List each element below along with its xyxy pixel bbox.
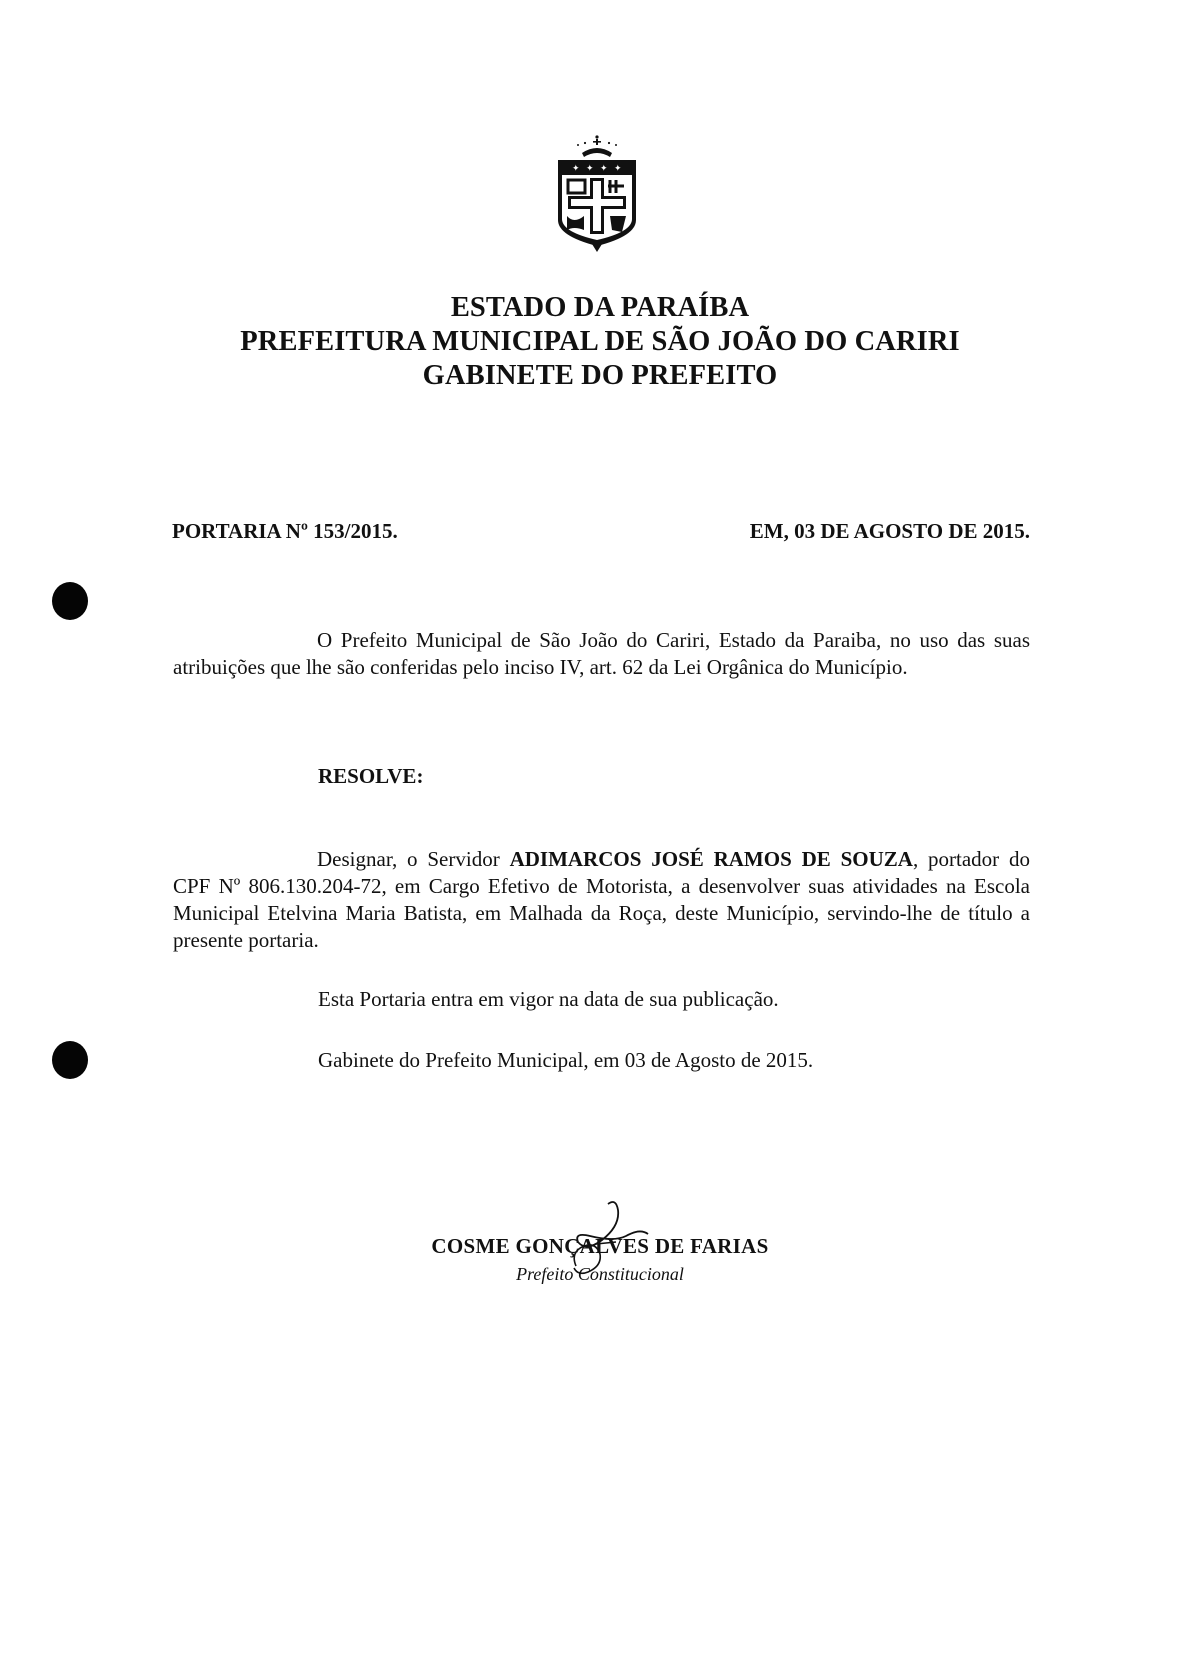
portaria-date: EM, 03 DE AGOSTO DE 2015.	[749, 519, 1030, 543]
header-state: ESTADO DA PARAÍBA	[450, 292, 750, 323]
svg-text:✦: ✦	[614, 164, 622, 174]
svg-text:✦: ✦	[600, 164, 608, 174]
closing-paragraph: Gabinete do Prefeito Municipal, em 03 de Agosto de 2015.	[318, 1048, 814, 1072]
signatory-name: COSME GONÇALVES DE FARIAS	[431, 1234, 769, 1258]
header-office: GABINETE DO PREFEITO	[422, 360, 778, 391]
portaria-number: PORTARIA Nº 153/2015.	[172, 519, 398, 543]
decision-paragraph	[173, 846, 1030, 954]
coat-of-arms-icon	[552, 134, 642, 252]
svg-text:✦: ✦	[572, 164, 580, 174]
punch-hole-icon	[52, 582, 88, 620]
validity-paragraph: Esta Portaria entra em vigor na data de sua publicação.	[318, 987, 779, 1011]
servant-name: ADIMARCOS JOSÉ RAMOS DE SOUZA	[509, 847, 913, 871]
resolve-label: RESOLVE:	[318, 764, 424, 788]
signatory-title: Prefeito Constitucional	[516, 1264, 684, 1284]
decision-lead: Designar, o Servidor	[317, 847, 500, 871]
punch-hole-icon	[52, 1041, 88, 1079]
preamble-text: O Prefeito Municipal de São João do Cariri, Estado da Paraiba, no uso das suas atribuições que lhe são conferidas pelo inciso IV, art. 62 da Lei Orgânica do Município.	[173, 628, 1030, 679]
portaria-row	[172, 519, 1030, 549]
svg-text:✦: ✦	[586, 164, 594, 174]
decision-rest: , portador do CPF Nº 806.130.204-72, em Cargo Efetivo de Motorista, a desenvolver suas atividades na Escola Municipal Etelvina Maria Batista, em Malhada da Roça, deste Município, servindo-lhe de título a presente portaria.	[173, 847, 1031, 952]
header-municipality: PREFEITURA MUNICIPAL DE SÃO JOÃO DO CARIRI	[240, 326, 960, 357]
preamble-paragraph	[173, 627, 1030, 681]
handwritten-signature	[556, 1196, 666, 1286]
document-header	[0, 291, 1200, 393]
